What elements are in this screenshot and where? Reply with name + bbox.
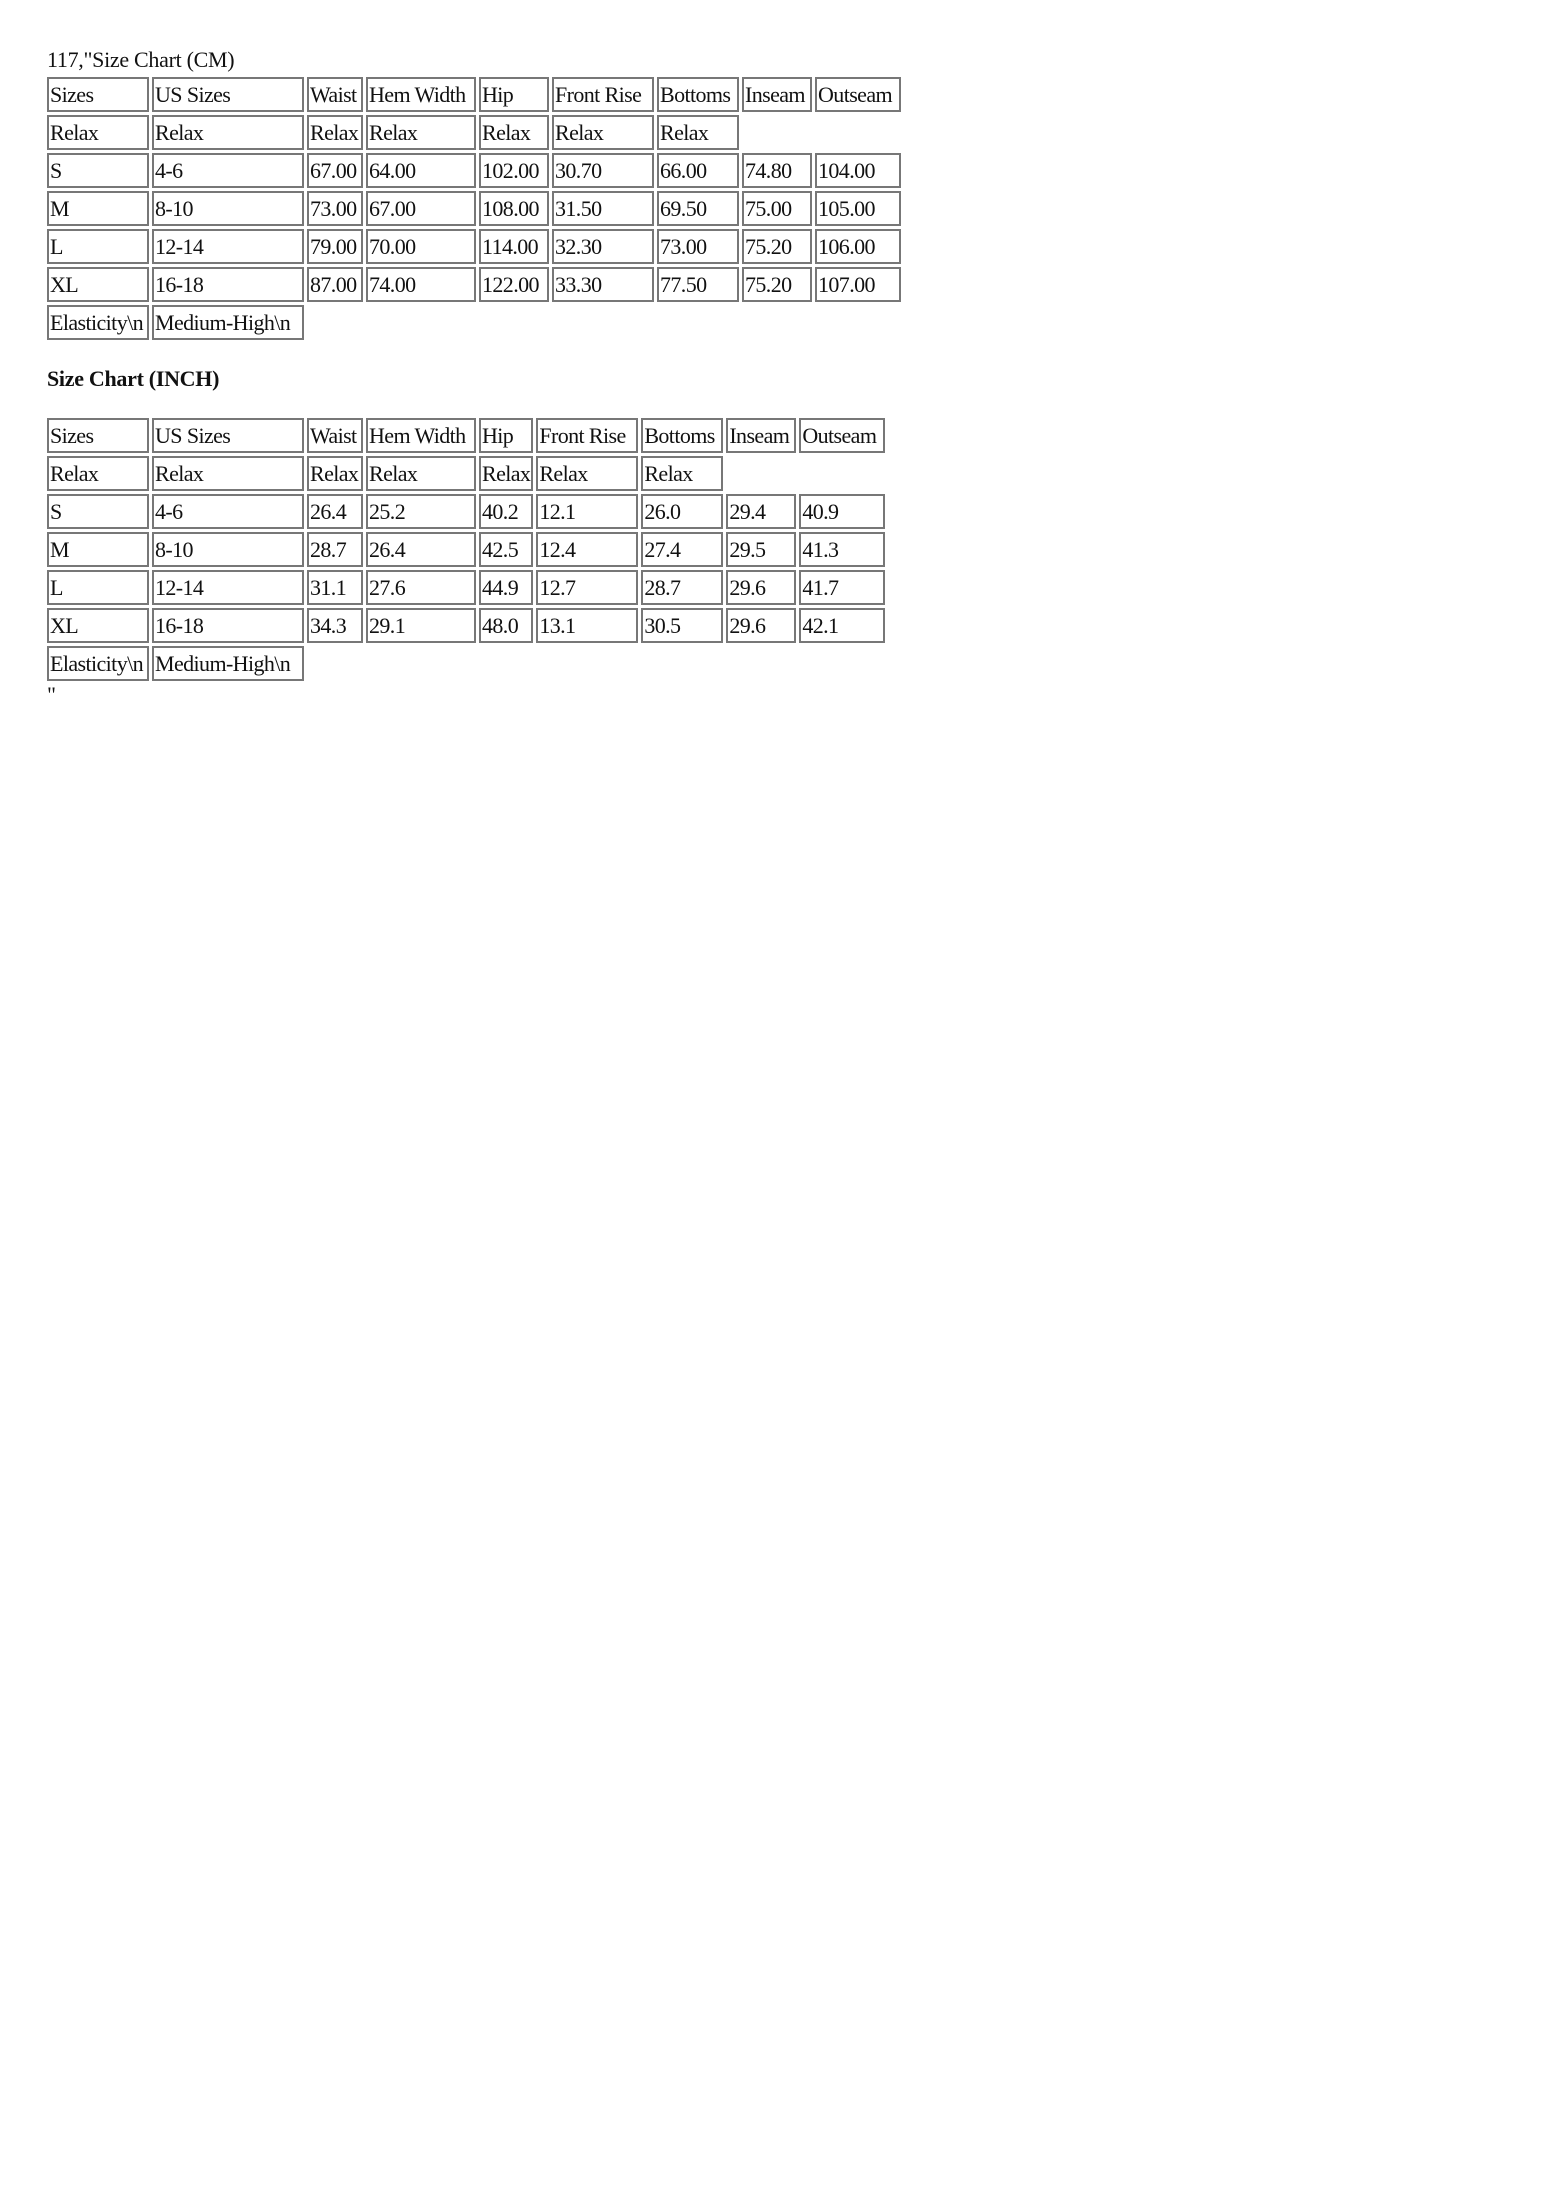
- table-row: [47, 494, 885, 529]
- table-cell: 42.1: [799, 608, 885, 643]
- fit-row: [47, 115, 901, 150]
- table-cell: 30.70: [552, 153, 654, 188]
- table-cell: 105.00: [815, 191, 901, 226]
- table-cell: L: [47, 229, 149, 264]
- header-cell: Inseam: [742, 77, 812, 112]
- table-cell: 48.0: [479, 608, 533, 643]
- table-cell: 114.00: [479, 229, 549, 264]
- table-cell: 30.5: [641, 608, 723, 643]
- table-cell: 4-6: [152, 494, 304, 529]
- header-cell: US Sizes: [152, 77, 304, 112]
- trailing-quote: ": [47, 682, 56, 707]
- table-cell: 16-18: [152, 267, 304, 302]
- table-row: [47, 570, 885, 605]
- elasticity-label: Elasticity\n: [47, 305, 149, 340]
- table-cell: 75.20: [742, 267, 812, 302]
- table-cell: 29.6: [726, 608, 796, 643]
- header-cell: Front Rise: [536, 418, 638, 453]
- header-cell: Inseam: [726, 418, 796, 453]
- table-cell: 41.3: [799, 532, 885, 567]
- table-cell: 107.00: [815, 267, 901, 302]
- fit-cell: Relax: [366, 115, 476, 150]
- table-row: [47, 153, 901, 188]
- table-cell: 41.7: [799, 570, 885, 605]
- header-cell: Hip: [479, 77, 549, 112]
- table-cell: 28.7: [307, 532, 363, 567]
- elasticity-row: [47, 305, 901, 340]
- table-cell: 28.7: [641, 570, 723, 605]
- fit-row: [47, 456, 885, 491]
- table-cell: 75.00: [742, 191, 812, 226]
- table-cell: 29.5: [726, 532, 796, 567]
- table-cell: 79.00: [307, 229, 363, 264]
- header-cell: Outseam: [815, 77, 901, 112]
- table-row: [47, 267, 901, 302]
- table-cell: 12.7: [536, 570, 638, 605]
- table-cell: 26.0: [641, 494, 723, 529]
- header-cell: Sizes: [47, 77, 149, 112]
- table-row: [47, 532, 885, 567]
- header-cell: Hip: [479, 418, 533, 453]
- table-cell: 102.00: [479, 153, 549, 188]
- elasticity-row: [47, 646, 885, 681]
- elasticity-value: Medium-High\n: [152, 305, 304, 340]
- table-header-row: [47, 418, 885, 453]
- table-cell: S: [47, 153, 149, 188]
- table-cell: M: [47, 532, 149, 567]
- fit-cell: Relax: [657, 115, 739, 150]
- fit-cell: Relax: [366, 456, 476, 491]
- table-cell: 32.30: [552, 229, 654, 264]
- table-cell: 122.00: [479, 267, 549, 302]
- table-cell: 70.00: [366, 229, 476, 264]
- table-cell: 8-10: [152, 532, 304, 567]
- table-cell: 26.4: [366, 532, 476, 567]
- header-cell: Front Rise: [552, 77, 654, 112]
- fit-cell: Relax: [479, 456, 533, 491]
- table-cell: 67.00: [307, 153, 363, 188]
- fit-cell: Relax: [641, 456, 723, 491]
- table-row: [47, 608, 885, 643]
- table-cell: 8-10: [152, 191, 304, 226]
- fit-cell: Relax: [479, 115, 549, 150]
- table-cell: 29.1: [366, 608, 476, 643]
- table-cell: 40.9: [799, 494, 885, 529]
- table-cell: 16-18: [152, 608, 304, 643]
- inch-size-table: [44, 415, 888, 684]
- table-cell: 13.1: [536, 608, 638, 643]
- header-cell: Sizes: [47, 418, 149, 453]
- table-cell: 67.00: [366, 191, 476, 226]
- elasticity-label: Elasticity\n: [47, 646, 149, 681]
- table-cell: 26.4: [307, 494, 363, 529]
- elasticity-value: Medium-High\n: [152, 646, 304, 681]
- table-cell: 75.20: [742, 229, 812, 264]
- table-cell: 77.50: [657, 267, 739, 302]
- table-cell: 42.5: [479, 532, 533, 567]
- table-row: [47, 191, 901, 226]
- table-cell: 27.4: [641, 532, 723, 567]
- fit-cell: Relax: [552, 115, 654, 150]
- fit-cell: Relax: [47, 115, 149, 150]
- table-cell: 44.9: [479, 570, 533, 605]
- fit-cell: Relax: [47, 456, 149, 491]
- fit-cell: Relax: [152, 456, 304, 491]
- table-cell: 74.00: [366, 267, 476, 302]
- cm-size-table: [44, 74, 904, 343]
- table-cell: 104.00: [815, 153, 901, 188]
- table-cell: M: [47, 191, 149, 226]
- table-cell: 4-6: [152, 153, 304, 188]
- table-cell: XL: [47, 608, 149, 643]
- table-cell: 34.3: [307, 608, 363, 643]
- table-cell: 108.00: [479, 191, 549, 226]
- table-cell: 33.30: [552, 267, 654, 302]
- header-cell: Waist: [307, 77, 363, 112]
- table-cell: 106.00: [815, 229, 901, 264]
- table-cell: 31.1: [307, 570, 363, 605]
- table-cell: 69.50: [657, 191, 739, 226]
- header-cell: Bottoms: [641, 418, 723, 453]
- table-cell: 66.00: [657, 153, 739, 188]
- table-cell: 12.4: [536, 532, 638, 567]
- table-cell: 73.00: [307, 191, 363, 226]
- table-cell: 27.6: [366, 570, 476, 605]
- table-cell: L: [47, 570, 149, 605]
- table-cell: 31.50: [552, 191, 654, 226]
- fit-cell: Relax: [536, 456, 638, 491]
- table-cell: 12.1: [536, 494, 638, 529]
- table-cell: 12-14: [152, 570, 304, 605]
- header-cell: Hem Width: [366, 418, 476, 453]
- header-cell: Outseam: [799, 418, 885, 453]
- table-cell: XL: [47, 267, 149, 302]
- fit-cell: Relax: [307, 115, 363, 150]
- table-cell: 74.80: [742, 153, 812, 188]
- table-row: [47, 229, 901, 264]
- table-cell: 64.00: [366, 153, 476, 188]
- table-cell: 73.00: [657, 229, 739, 264]
- header-cell: Waist: [307, 418, 363, 453]
- header-cell: US Sizes: [152, 418, 304, 453]
- table-cell: 29.6: [726, 570, 796, 605]
- cm-chart-title: 117,"Size Chart (CM): [47, 47, 235, 72]
- table-cell: S: [47, 494, 149, 529]
- table-cell: 87.00: [307, 267, 363, 302]
- header-cell: Hem Width: [366, 77, 476, 112]
- table-cell: 25.2: [366, 494, 476, 529]
- inch-chart-title: Size Chart (INCH): [47, 366, 220, 391]
- header-cell: Bottoms: [657, 77, 739, 112]
- table-header-row: [47, 77, 901, 112]
- table-cell: 12-14: [152, 229, 304, 264]
- fit-cell: Relax: [152, 115, 304, 150]
- fit-cell: Relax: [307, 456, 363, 491]
- document-page: [47, 46, 1147, 706]
- table-cell: 29.4: [726, 494, 796, 529]
- table-cell: 40.2: [479, 494, 533, 529]
